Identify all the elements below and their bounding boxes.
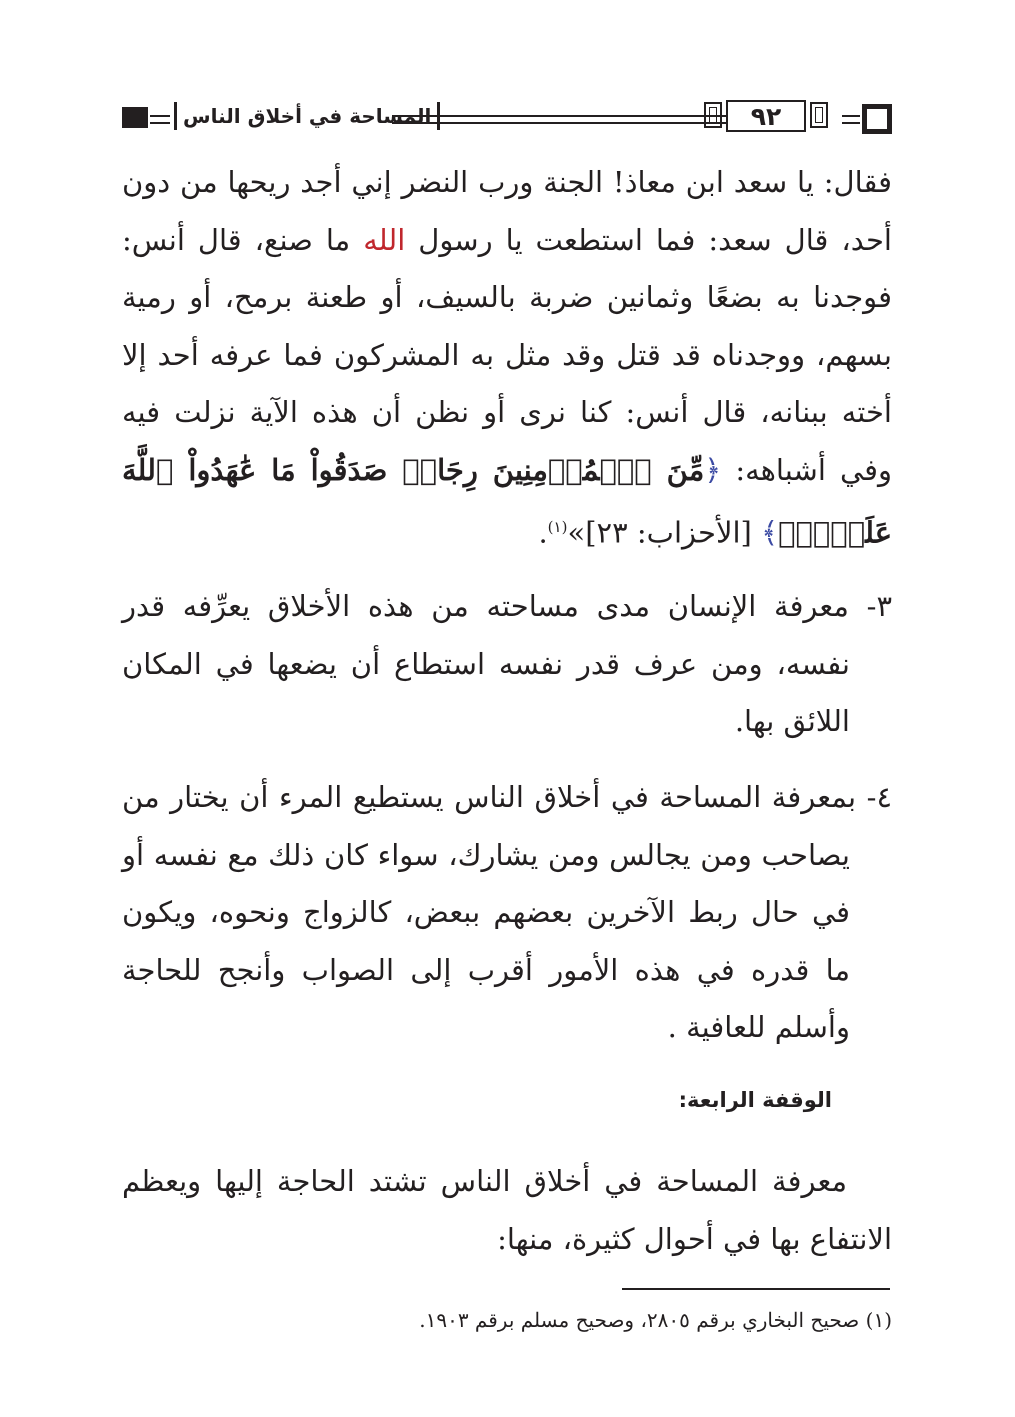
- footnote: [122, 1305, 892, 1335]
- frame-knot-left: [704, 102, 722, 128]
- paragraph-intro: معرفة المساحة في أخلاق الناس تشتد الحاجة إليها ويعظم الانتفاع بها في أحوال كثيرة، منها:: [122, 1164, 892, 1256]
- quran-ornament-open: ﴿: [704, 452, 722, 487]
- hadith-text-start: فقال: يا سعد ابن معاذ! الجنة ورب النضر إني أجد ريحها من دون أحد، قال سعد: فما استطعت يا رسول: [122, 165, 892, 257]
- list-text: بمعرفة المساحة في أخلاق الناس يستطيع المرء أن يختار من يصاحب ومن يجالس ومن يشارك، سواء كان ذلك مع نفسه أو في حال ربط الآخرين بعضهم ببعض، كالزواج ونحوه، ويكون ما قدره في هذه الأمور أقرب إلى الصواب وأنجح للحاجة وأسلم للعافية .: [122, 780, 857, 1044]
- page-number-frame: [700, 98, 832, 134]
- section-heading-text: الوقفة الرابعة: [687, 1088, 832, 1112]
- page-header: [122, 98, 892, 136]
- header-rule-right: [842, 115, 860, 124]
- paragraph-hadith: [122, 154, 892, 562]
- footnote-ref: (١): [547, 518, 568, 536]
- list-text: معرفة الإنسان مدى مساحته من هذه الأخلاق يعرِّفه قدر نفسه، ومن عرف قدر نفسه استطاع أن يضعها في المكان اللائق بها.: [122, 589, 850, 738]
- page-number: ٩٢: [750, 101, 782, 131]
- list-number: ٤-: [866, 780, 893, 814]
- section-heading: [122, 1088, 832, 1112]
- page-number-box: [726, 100, 806, 132]
- quran-ornament-close: ﴾: [761, 515, 779, 550]
- title-bar-left: [174, 102, 177, 130]
- header-rule: [392, 115, 732, 124]
- frame-knot-right: [810, 102, 828, 128]
- footnote-rule: [622, 1288, 890, 1290]
- list-item-3: [122, 578, 892, 751]
- verse-citation: [الأحزاب: ٢٣]»: [567, 515, 762, 550]
- quran-verse: مِّنَ ٱلۡمُؤۡمِنِينَ رِجَالٞ صَدَقُواْ مَا عَٰهَدُواْ ٱللَّهَ عَلَيۡهِۖ: [122, 452, 892, 550]
- footnote-text: صحيح البخاري برقم ٢٨٠٥، وصحيح مسلم برقم ١٩٠٣.: [419, 1308, 866, 1332]
- footnote-number: (١): [865, 1308, 892, 1332]
- section-heading-colon: :: [678, 1088, 688, 1112]
- list-number: ٣-: [866, 589, 893, 623]
- paragraph-end: .: [538, 515, 548, 550]
- divine-name: الله: [363, 222, 406, 257]
- header-ornament-square: [862, 104, 892, 134]
- running-title: المساحة في أخلاق الناس: [183, 104, 432, 128]
- header-rule-left: [150, 115, 170, 124]
- hadith-text-continued: ما صنع، قال أنس: فوجدنا به بضعًا وثمانين ضربة بالسيف، أو طعنة برمح، أو رمية بسهم، ووجدناه قد قتل وقد مثل به المشركون فما عرفه أحد إلا أخته ببنانه، قال أنس: كنا نرى أو نظن أن هذه الآية نزلت فيه وفي أشباهه:: [122, 222, 892, 487]
- list-item-4: [122, 769, 892, 1057]
- header-ornament-block: [122, 107, 148, 128]
